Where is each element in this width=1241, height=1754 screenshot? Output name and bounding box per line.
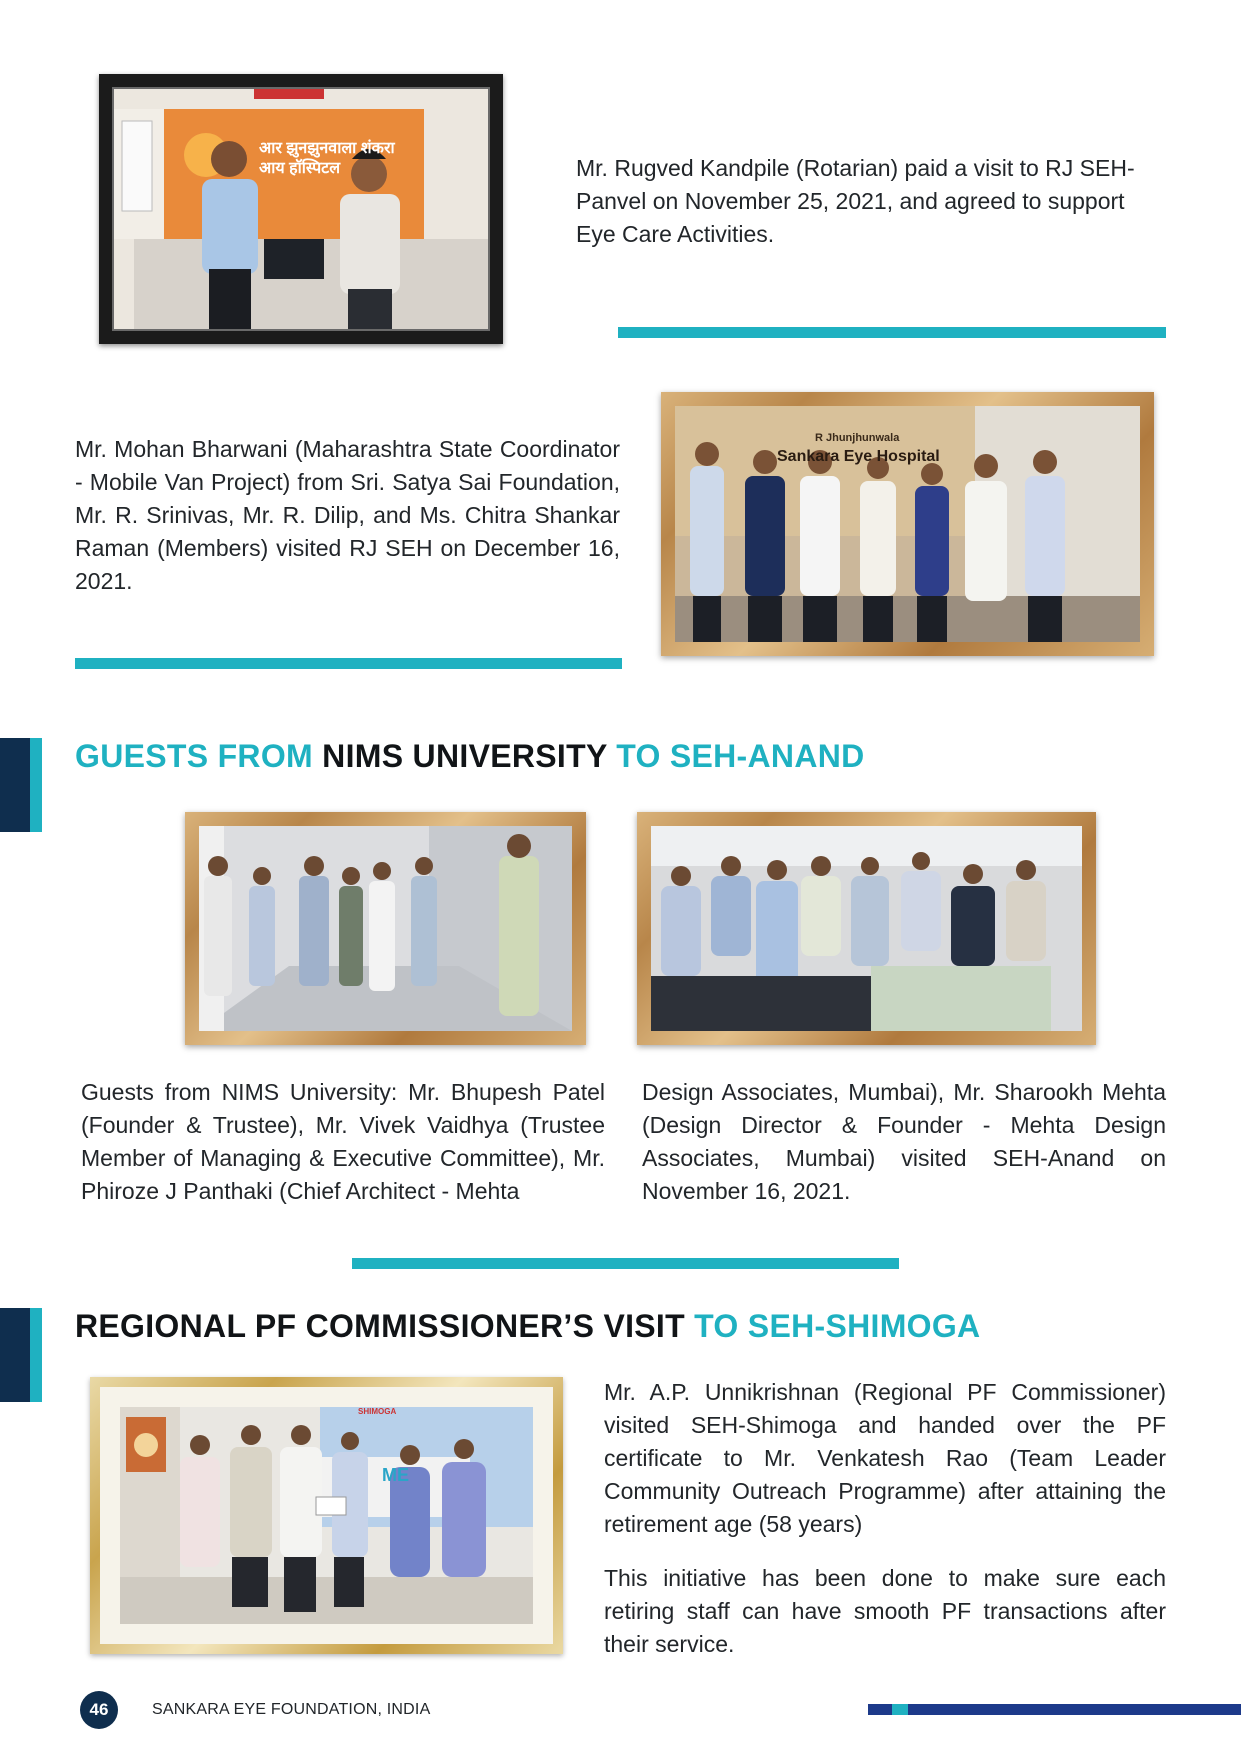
nims-description-col1: Guests from NIMS University: Mr. Bhupesh Patel (Founder & Trustee), Mr. Vivek Vaidhya (Trustee Member of Managing & Executive Committee), Mr. Phiroze J Panthaki (Chief Architect - Mehta [81, 1079, 605, 1204]
photo-signage-line1: R Jhunjhunwala [815, 432, 900, 444]
heading-part: GUESTS FROM [75, 738, 323, 774]
pf-heading [75, 1308, 980, 1345]
pf-description-1: Mr. A.P. Unnikrishnan (Regional PF Commissioner) visited SEH-Shimoga and handed over the PF certificate to Mr. Venkatesh Rao (Team Leader Community Outreach Programme) after attaining the retirement age (58 years) [604, 1379, 1166, 1537]
nims-heading [75, 738, 865, 775]
photo-pf-commissioner [90, 1377, 563, 1654]
divider-bar [352, 1258, 899, 1269]
visit2-description: Mr. Mohan Bharwani (Maharashtra State Coordinator - Mobile Van Project) from Sri. Satya Sai Foundation, Mr. R. Srinivas, Mr. R. Dilip, and Ms. Chitra Shankar Raman (Members) visited RJ SEH on December 16, 2021. [75, 436, 620, 594]
photo-nims-meeting [637, 812, 1096, 1045]
divider-bar [75, 658, 622, 669]
heading-part: NIMS UNIVERSITY [322, 738, 608, 774]
nims-description-col2: Design Associates, Mumbai), Mr. Sharookh Mehta (Design Director & Founder - Mehta Design Associates, Mumbai) visited SEH-Anand on November 16, 2021. [642, 1079, 1166, 1204]
photo-sign: ME [382, 1465, 409, 1485]
visit1-description: Mr. Rugved Kandpile (Rotarian) paid a visit to RJ SEH-Panvel on November 25, 2021, and agreed to support Eye Care Activities. [576, 155, 1135, 247]
heading-part: TO SEH-SHIMOGA [684, 1308, 981, 1344]
photo-rugved-visit [99, 74, 503, 344]
footer-bar [868, 1704, 1241, 1715]
photo-signage: आर झुनझुनवाला शंकरा आय हॉस्पिटल [259, 140, 395, 177]
section-accent [0, 738, 42, 832]
heading-part: TO SEH-ANAND [607, 738, 865, 774]
photo-nims-corridor [185, 812, 586, 1045]
heading-part: REGIONAL PF COMMISSIONER’S VISIT [75, 1308, 685, 1344]
photo-sign: SHIMOGA [358, 1407, 397, 1416]
pf-description-2: This initiative has been done to make sure each retiring staff can have smooth PF transactions after their service. [604, 1565, 1166, 1657]
divider-bar [618, 327, 1166, 338]
footer-org-name: SANKARA EYE FOUNDATION, INDIA [152, 1701, 431, 1718]
page-number: 46 [80, 1691, 118, 1729]
photo-sai-foundation-visit [661, 392, 1154, 656]
photo-signage-line2: Sankara Eye Hospital [777, 448, 940, 465]
section-accent [0, 1308, 42, 1402]
